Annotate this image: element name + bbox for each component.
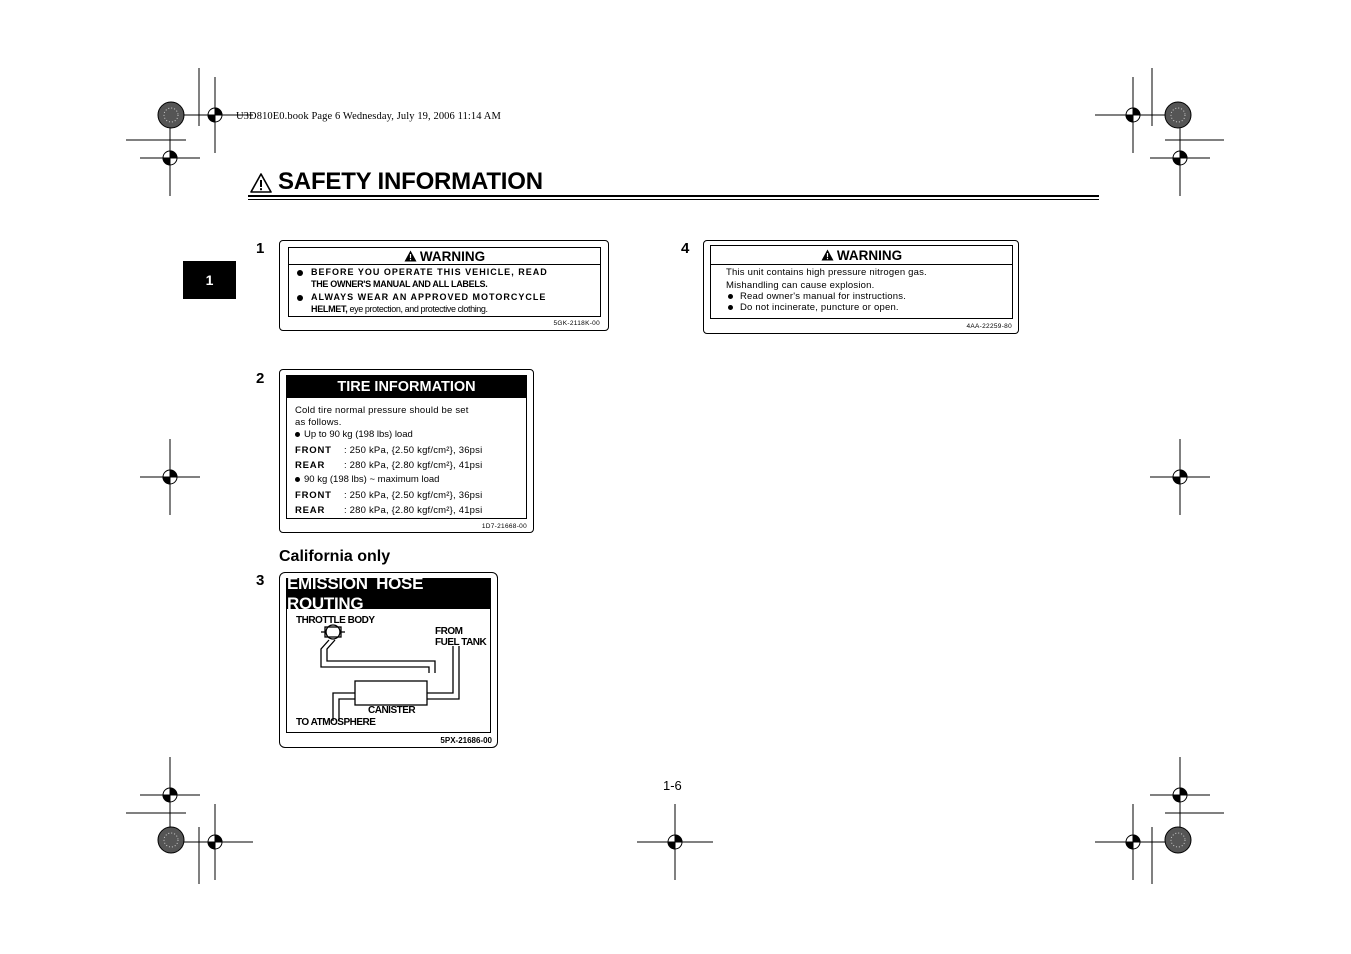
warning-label-4-header bbox=[711, 246, 1012, 265]
tire-intro-line2: as follows. bbox=[295, 417, 342, 428]
label-number-3: 3 bbox=[256, 572, 265, 589]
page-title: SAFETY INFORMATION bbox=[278, 168, 543, 195]
bullet bbox=[297, 295, 303, 301]
bullet bbox=[728, 294, 733, 299]
warning-label-1-line3: ALWAYS WEAR AN APPROVED MOTORCYCLE bbox=[311, 292, 547, 302]
tire-load2-front-key: FRONT bbox=[295, 490, 332, 501]
warning-label-1-line4 bbox=[311, 304, 488, 314]
chapter-tab: 1 bbox=[183, 261, 236, 299]
warning-label-4-code: 4AA-22259-80 bbox=[966, 323, 1012, 330]
throttle-body-label: THROTTLE BODY bbox=[296, 615, 375, 626]
tire-load2-front-value: : 250 kPa, {2.50 kgf/cm²}, 36psi bbox=[344, 490, 483, 501]
warning-label-4-line2: Mishandling can cause explosion. bbox=[726, 280, 875, 291]
warning-label-4 bbox=[703, 240, 1019, 334]
warning-label-1-heading: WARNING bbox=[419, 248, 486, 264]
tire-load1-front-value: : 250 kPa, {2.50 kgf/cm²}, 36psi bbox=[344, 445, 483, 456]
title-rule bbox=[248, 195, 1099, 197]
warning-label-4-heading: WARNING bbox=[836, 247, 903, 263]
canister-label: CANISTER bbox=[368, 705, 416, 716]
from-label: FROM bbox=[435, 626, 463, 637]
emission-hose-routing-frame bbox=[286, 574, 491, 733]
warning-label-4-frame bbox=[710, 245, 1013, 319]
warning-label-4-line3: Read owner's manual for instructions. bbox=[740, 291, 907, 302]
warning-label-1-line1: BEFORE YOU OPERATE THIS VEHICLE, READ bbox=[311, 267, 548, 277]
tire-intro-line1: Cold tire normal pressure should be set bbox=[295, 405, 469, 416]
emission-hose-routing-label bbox=[279, 572, 498, 748]
emission-label-code: 5PX-21686-00 bbox=[440, 736, 492, 745]
warning-label-1 bbox=[279, 240, 609, 331]
warning-label-1-line4-rest: eye protection, and protective clothing. bbox=[347, 304, 488, 314]
tire-load2: 90 kg (198 lbs) ~ maximum load bbox=[304, 474, 440, 485]
fuel-tank-label: FUEL TANK bbox=[435, 637, 487, 648]
title-rule-thin bbox=[248, 199, 1099, 200]
tire-load1-front-key: FRONT bbox=[295, 445, 332, 456]
label-number-1: 1 bbox=[256, 240, 265, 257]
label-number-4: 4 bbox=[681, 240, 690, 257]
tire-load1-rear-key: REAR bbox=[295, 460, 326, 471]
tire-load1-rear-value: : 280 kPa, {2.80 kgf/cm²}, 41psi bbox=[344, 460, 483, 471]
tire-information-label bbox=[279, 369, 534, 533]
tire-information-frame bbox=[286, 375, 527, 519]
to-atmosphere-label: TO ATMOSPHERE bbox=[296, 717, 376, 728]
tire-load1: Up to 90 kg (198 lbs) load bbox=[304, 429, 413, 440]
label-number-2: 2 bbox=[256, 370, 265, 387]
warning-label-4-line4: Do not incinerate, puncture or open. bbox=[740, 302, 899, 313]
emission-hose-routing-header: EMISSION HOSE ROUTING bbox=[287, 579, 490, 609]
tire-load2-rear-key: REAR bbox=[295, 505, 326, 516]
page-title-block bbox=[248, 168, 1099, 202]
warning-triangle-icon bbox=[250, 173, 272, 193]
warning-label-1-line2: THE OWNER'S MANUAL AND ALL LABELS. bbox=[311, 279, 488, 289]
tire-load2-rear-value: : 280 kPa, {2.80 kgf/cm²}, 41psi bbox=[344, 505, 483, 516]
bullet bbox=[297, 270, 303, 276]
warning-label-1-line4-bold: HELMET, bbox=[311, 304, 348, 314]
warning-label-4-line1: This unit contains high pressure nitrogen gas. bbox=[726, 267, 927, 278]
warning-triangle-icon bbox=[404, 250, 417, 262]
tire-information-header: TIRE INFORMATION bbox=[287, 376, 526, 398]
bullet bbox=[728, 305, 733, 310]
book-info-line: U3D810E0.book Page 6 Wednesday, July 19, 2006 11:14 AM bbox=[236, 111, 501, 122]
tire-information-code: 1D7-21668-00 bbox=[481, 523, 527, 530]
bullet bbox=[295, 432, 300, 437]
warning-label-1-frame bbox=[288, 247, 601, 317]
california-note: California only bbox=[279, 548, 391, 565]
page-number: 1-6 bbox=[663, 778, 682, 793]
warning-label-1-header bbox=[289, 248, 600, 265]
warning-triangle-icon bbox=[821, 249, 834, 261]
warning-label-1-code: 5GK-2118K-00 bbox=[553, 320, 600, 327]
bullet bbox=[295, 477, 300, 482]
